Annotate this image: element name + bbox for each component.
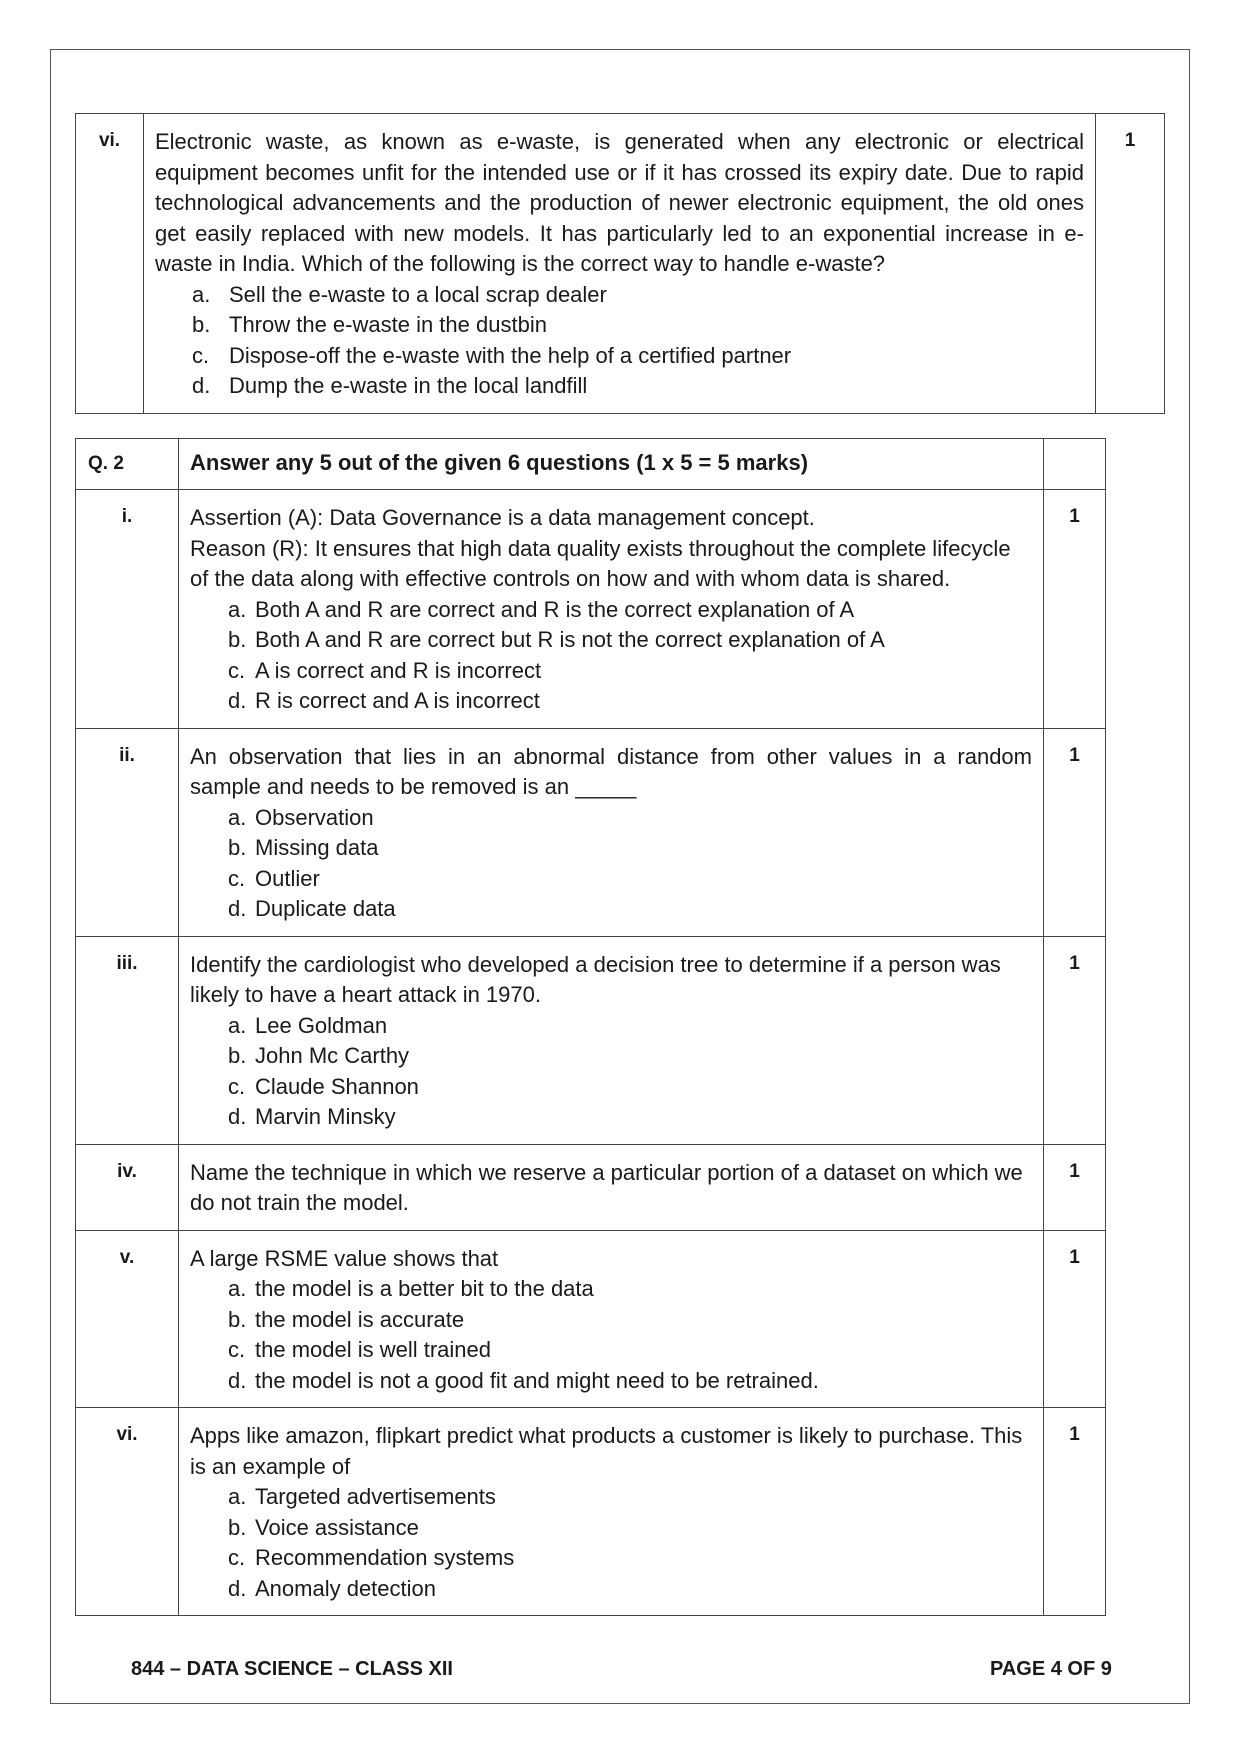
- option-item: [228, 1366, 1032, 1397]
- question-number: vi.: [76, 114, 144, 414]
- question-row: [76, 1144, 1106, 1230]
- question-text: Identify the cardiologist who developed a decision tree to determine if a person was likely to have a heart attack in 1970.: [190, 951, 1001, 1007]
- question-body: [179, 1144, 1044, 1230]
- option-text: John Mc Carthy: [255, 1043, 410, 1068]
- option-label: c.: [228, 1545, 246, 1570]
- option-text: R is correct and A is incorrect: [255, 688, 540, 713]
- option-label: c.: [228, 865, 246, 891]
- option-label: d.: [228, 688, 247, 713]
- option-text: the model is not a good fit and might need to be retrained.: [255, 1367, 819, 1393]
- option-label: c.: [192, 342, 210, 368]
- option-text: Voice assistance: [255, 1514, 419, 1540]
- option-text: Throw the e-waste in the dustbin: [229, 312, 547, 337]
- option-text: Dispose-off the e-waste with the help of a certified partner: [229, 342, 792, 368]
- option-label: a.: [228, 596, 247, 622]
- option-label: d.: [228, 1575, 247, 1601]
- option-label: a.: [228, 804, 247, 830]
- question-marks: 1: [1096, 114, 1165, 414]
- option-list: [190, 1011, 1032, 1133]
- footer-subject: 844 – DATA SCIENCE – CLASS XII: [131, 1658, 453, 1680]
- option-list: [190, 803, 1032, 925]
- question-table-q2: [75, 438, 1106, 1616]
- question-text: Name the technique in which we reserve a particular portion of a dataset on which we do not train the model.: [190, 1159, 1023, 1215]
- question-text: A large RSME value shows that: [190, 1245, 499, 1271]
- question-body: [144, 114, 1096, 414]
- option-label: b.: [192, 312, 211, 337]
- option-item: [228, 894, 1032, 925]
- option-item: [192, 341, 1084, 372]
- section-marks-empty: [1044, 439, 1106, 490]
- question-marks: 1: [1044, 1408, 1106, 1616]
- section-instruction: Answer any 5 out of the given 6 questions (1 x 5 = 5 marks): [179, 439, 1044, 490]
- option-text: Lee Goldman: [255, 1012, 388, 1038]
- option-label: d.: [192, 373, 211, 398]
- option-text: Anomaly detection: [255, 1575, 436, 1601]
- option-item: [228, 1335, 1032, 1366]
- option-label: d.: [228, 1367, 247, 1393]
- question-number: ii.: [76, 728, 179, 936]
- option-item: [228, 1574, 1032, 1605]
- option-item: [192, 280, 1084, 311]
- option-list: [190, 595, 1032, 717]
- option-text: Duplicate data: [255, 896, 396, 921]
- option-label: d.: [228, 896, 247, 921]
- option-label: a.: [228, 1012, 247, 1038]
- option-text: Recommendation systems: [255, 1545, 515, 1570]
- question-marks: 1: [1044, 490, 1106, 729]
- option-label: c.: [228, 1073, 246, 1099]
- option-text: the model is a better bit to the data: [255, 1276, 594, 1301]
- option-item: [228, 595, 1032, 626]
- option-item: [228, 1305, 1032, 1336]
- question-text: Assertion (A): Data Governance is a data management concept.: [190, 505, 815, 530]
- option-item: [228, 1513, 1032, 1544]
- option-item: [192, 371, 1084, 402]
- section-number: Q. 2: [76, 439, 179, 490]
- option-text: A is correct and R is incorrect: [255, 657, 542, 683]
- option-item: [228, 686, 1032, 717]
- option-label: c.: [228, 657, 246, 683]
- question-number: iv.: [76, 1144, 179, 1230]
- option-item: [228, 1274, 1032, 1305]
- option-item: [228, 656, 1032, 687]
- option-text: the model is accurate: [255, 1306, 465, 1332]
- question-row: [76, 728, 1106, 936]
- option-text: Targeted advertisements: [255, 1484, 496, 1509]
- option-item: [228, 864, 1032, 895]
- question-body: [179, 936, 1044, 1144]
- option-text: Marvin Minsky: [255, 1104, 396, 1129]
- option-text: Both A and R are correct and R is the correct explanation of A: [255, 596, 855, 622]
- option-item: [228, 1102, 1032, 1133]
- question-row: [76, 936, 1106, 1144]
- option-item: [228, 803, 1032, 834]
- option-label: b.: [228, 627, 247, 652]
- question-text: An observation that lies in an abnormal distance from other values in a random sample and needs to be removed is an _____: [190, 743, 1032, 799]
- question-number: iii.: [76, 936, 179, 1144]
- section-header-row: [76, 439, 1106, 490]
- question-table-top: [75, 113, 1165, 414]
- question-marks: 1: [1044, 936, 1106, 1144]
- question-body: [179, 1408, 1044, 1616]
- option-label: b.: [228, 835, 247, 860]
- footer-page-number: PAGE 4 OF 9: [990, 1658, 1112, 1680]
- option-text: Outlier: [255, 865, 320, 891]
- question-number: vi.: [76, 1408, 179, 1616]
- question-text: Apps like amazon, flipkart predict what products a customer is likely to purchase. This is an example of: [190, 1423, 1023, 1479]
- question-row: [76, 1230, 1106, 1408]
- option-text: Missing data: [255, 835, 379, 860]
- question-row: [76, 490, 1106, 729]
- option-label: c.: [228, 1337, 246, 1362]
- option-label: b.: [228, 1306, 247, 1332]
- option-item: [228, 1543, 1032, 1574]
- option-label: a.: [228, 1276, 247, 1301]
- question-row: [76, 1408, 1106, 1616]
- option-label: a.: [228, 1484, 247, 1509]
- option-item: [228, 1041, 1032, 1072]
- option-text: Observation: [255, 804, 374, 830]
- option-label: d.: [228, 1104, 247, 1129]
- option-text: the model is well trained: [255, 1337, 492, 1362]
- question-body: [179, 728, 1044, 936]
- question-marks: 1: [1044, 1144, 1106, 1230]
- question-marks: 1: [1044, 1230, 1106, 1408]
- question-text: Electronic waste, as known as e-waste, is generated when any electronic or electrical equipment becomes unfit for the intended use or if it has crossed its expiry date. Due to rapid technological advancements and the production of newer electronic equipment, the old ones get easily replaced with new models. It has particularly led to an exponential increase in e-waste in India. Which of the following is the correct way to handle e-waste?: [155, 129, 1084, 276]
- option-label: a.: [192, 281, 211, 307]
- option-list: [190, 1274, 1032, 1396]
- option-text: Claude Shannon: [255, 1073, 419, 1099]
- question-row: [76, 114, 1165, 414]
- question-body: [179, 1230, 1044, 1408]
- option-item: [228, 833, 1032, 864]
- option-item: [192, 310, 1084, 341]
- question-text: Reason (R): It ensures that high data quality exists throughout the complete lifecycle of the data along with effective controls on how and with whom data is shared.: [190, 535, 1011, 591]
- option-text: Sell the e-waste to a local scrap dealer: [229, 281, 607, 307]
- option-label: b.: [228, 1043, 247, 1068]
- question-body: [179, 490, 1044, 729]
- option-item: [228, 625, 1032, 656]
- option-item: [228, 1011, 1032, 1042]
- question-number: i.: [76, 490, 179, 729]
- option-item: [228, 1482, 1032, 1513]
- question-marks: 1: [1044, 728, 1106, 936]
- option-list: [155, 280, 1084, 402]
- option-text: Dump the e-waste in the local landfill: [229, 373, 588, 398]
- option-item: [228, 1072, 1032, 1103]
- option-list: [190, 1482, 1032, 1604]
- option-text: Both A and R are correct but R is not the correct explanation of A: [255, 627, 885, 652]
- option-label: b.: [228, 1514, 247, 1540]
- question-number: v.: [76, 1230, 179, 1408]
